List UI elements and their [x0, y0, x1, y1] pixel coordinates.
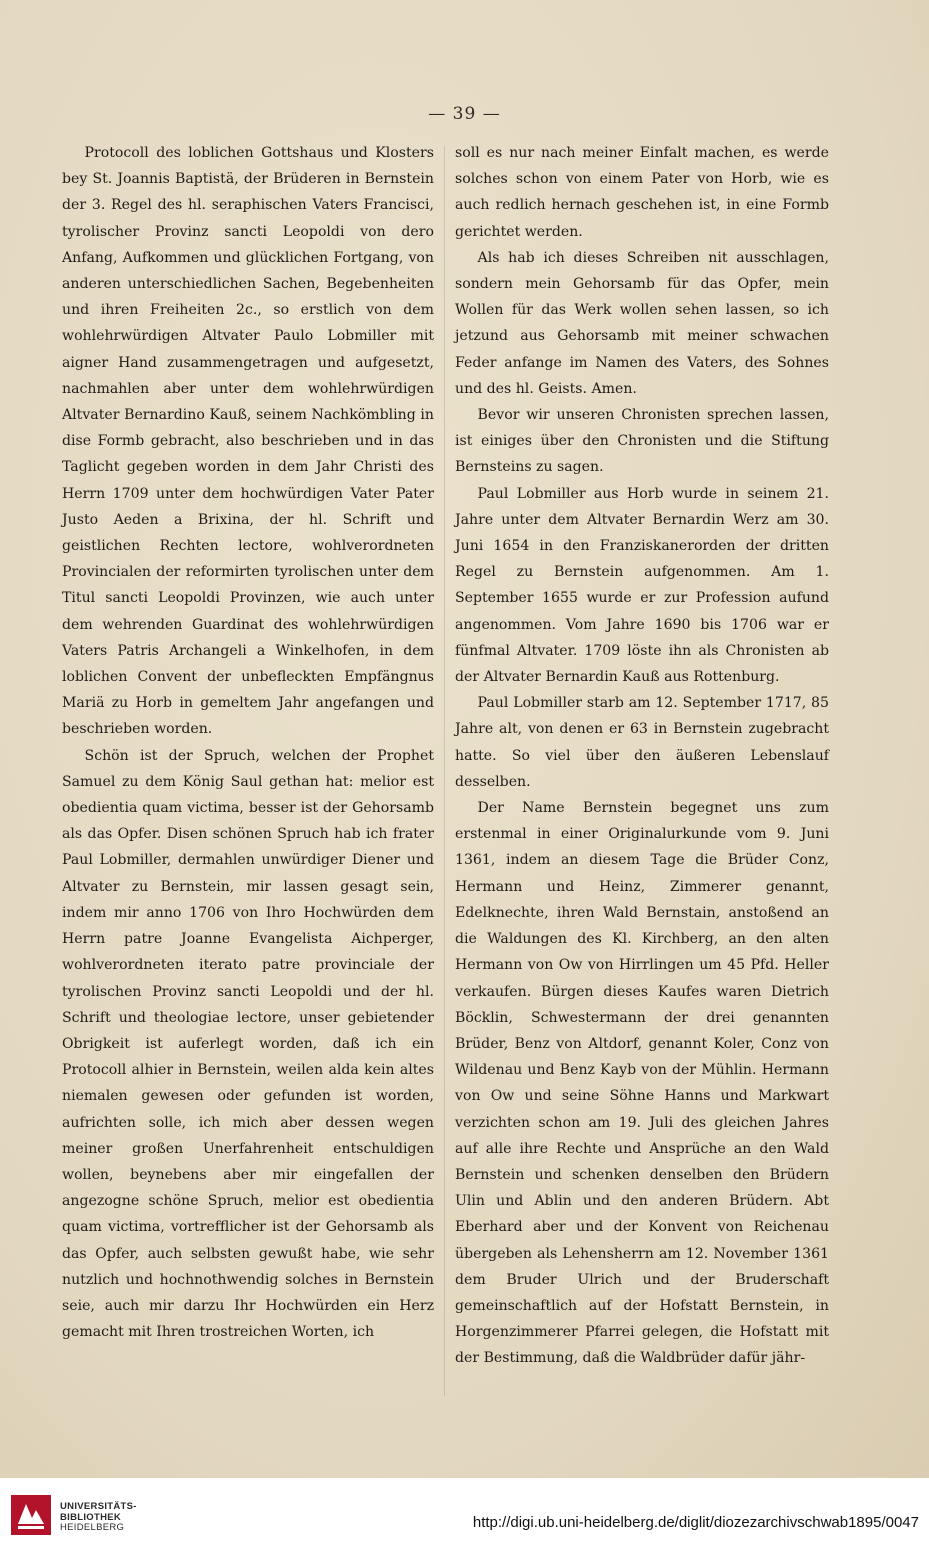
- paragraph: Paul Lobmiller aus Horb wurde in seinem 21. Jahre unter dem Altvater Bernardin Werz am 30. Juni 1654 in den Franziskanerorden der dritten Regel zu Bernstein aufgenommen. Am 1. September 1655 wurde er zur Profession aufund angenommen. Vom Jahre 1690 bis 1706 war er fünfmal Altvater. 1709 löste ihn als Chronisten ab der Altvater Bernardin Kauß aus Rottenburg.: [455, 485, 829, 686]
- page-number: — 39 —: [428, 104, 501, 124]
- paragraph: Paul Lobmiller starb am 12. September 1717, 85 Jahre alt, von denen er 63 in Bernstein zugebracht hatte. So viel über den äußeren Lebenslauf desselben.: [455, 695, 829, 790]
- paragraph: Bevor wir unseren Chronisten sprechen lassen, ist einiges über den Chronisten und die Stiftung Bernsteins zu sagen.: [455, 407, 829, 476]
- source-url-link[interactable]: http://digi.ub.uni-heidelberg.de/diglit/diozezarchivschwab1895/0047: [472, 1514, 919, 1531]
- paragraph: Schön ist der Spruch, welchen der Prophet Samuel zu dem König Saul gethan hat: melior est obedientia quam victima, besser ist der Gehorsamb als das Opfer. Disen schönen Spruch hab ich frater Paul Lobmiller, dermahlen unwürdiger Diener und Altvater zu Bernstein, mir lassen gesagt sein, indem mir anno 1706 von Ihro Hochwürden dem Herrn patre Joanne Evangelista Aichperger, wohlverordneten iterato patre provinciale der tyrolischen Provinz sancti Leopoldi und der hl. Schrift und theologiae lectore, unser gebietender Obrigkeit ist auferlegt worden, daß ich ein Protocoll alhier in Bernstein, weilen alda kein altes niemalen gewesen oder gefunden ist worden, aufrichten solle, ich mich aber dessen wegen meiner großen Unerfahrenheit entschuldigen wollen, beynebens aber mir eingefallen der angezogne schöne Spruch, melior est obedientia quam victima, vortrefflicher ist der Gehorsamb als das Opfer, auch selbsten gewußt habe, wie sehr nutzlich und hochnothwendig solches in Bernstein seie, auch mir darzu Ihr Hochwürden ein Herz gemacht mit Ihren trostreichen Worten, ich: [62, 747, 434, 1341]
- library-line: HEIDELBERG: [60, 1522, 125, 1533]
- paragraph: Als hab ich dieses Schreiben nit ausschlagen, sondern mein Gehorsamb für das Opfer, mein Wollen für das Werk wollen sehen lassen, so ich jetzund aus Gehorsamb mit meiner schwachen Feder anfange im Namen des Vaters, des Sohnes und des hl. Geists. Amen.: [455, 249, 829, 397]
- university-seal-icon: [10, 1494, 52, 1536]
- library-name: [60, 1502, 137, 1534]
- footer-bar: [0, 1478, 929, 1552]
- paragraph: Protocoll des loblichen Gottshaus und Klosters bey St. Joannis Baptistä, der Brüderen in Bernstein der 3. Regel des hl. seraphischen Vaters Francisci, tyrolischer Provinz sancti Leopoldi von dero Anfang, Aufkommen und glücklichen Fortgang, von anderen unterschiedlichen Sachen, Begebenheiten und ihren Freiheiten 2c., so erstlich von dem wohlehrwürdigen Altvater Paulo Lobmiller mit aigner Hand zusammengetragen und aufgesetzt, nachmahlen aber unter dem wohlehrwürdigen Altvater Bernardino Kauß, seinem Nachkömbling in dise Formb gebracht, also beschrieben und in das Taglicht gegeben worden in dem Jahr Christi des Herrn 1709 unter dem hochwürdigen Vater Pater Justo Aeden a Brixina, der hl. Schrift und geistlichen Rechten lectore, wohlverordneten Provincialen der reformirten tyrolischen unter dem Titul sancti Leopoldi Provinzen, wie auch unter dem wehrenden Guardinat des wohlehrwürdigen Vaters Patris Archangeli a Winkelhofen, in dem loblichen Convent der unbefleckten Empfängnus Mariä zu Horb in gemeltem Jahr angefangen und beschrieben worden.: [62, 145, 434, 738]
- column-divider: [444, 146, 445, 1396]
- right-column: [455, 140, 829, 1372]
- left-column: [62, 140, 434, 1345]
- library-line: BIBLIOTHEK: [60, 1511, 122, 1523]
- paragraph: Der Name Bernstein begegnet uns zum erstenmal in einer Originalurkunde vom 9. Juni 1361, indem an diesem Tage die Brüder Conz, Hermann und Heinz, Zimmerer genannt, Edelknechte, ihren Wald Bernstain, anstoßend an die Waldungen des Kl. Kirchberg, an den alten Hermann von Ow von Hirrlingen um 45 Pfd. Heller verkaufen. Bürgen dieses Kaufes waren Dietrich Böcklin, Schwestermann der drei genannten Brüder, Benz von Altdorf, genannt Koler, Conz von Wildenau und Benz Kayb von der Mühlin. Hermann von Ow und seine Söhne Hanns und Markwart verzichten schon am 19. Juli des gleichen Jahres auf alle ihre Rechte und Ansprüche an den Wald Bernstein und schenken denselben den Brüdern Ulin und Ablin und den anderen Brüdern. Abt Eberhard aber und der Konvent von Reichenau übergeben als Lehensherrn am 12. November 1361 dem Bruder Ulrich und der Bruderschaft gemeinschaftlich auf der Hofstatt Bernstein, in Horgenzimmerer Pfarrei gelegen, die Hofstatt mit der Bestimmung, daß die Waldbrüder dafür jähr-: [455, 800, 829, 1367]
- library-line: UNIVERSITÄTS-: [60, 1501, 137, 1512]
- paragraph: soll es nur nach meiner Einfalt machen, es werde solches schon von einem Pater von Horb, wie es auch redlich hernach geschehen ist, in eine Formb gerichtet werden.: [455, 145, 829, 240]
